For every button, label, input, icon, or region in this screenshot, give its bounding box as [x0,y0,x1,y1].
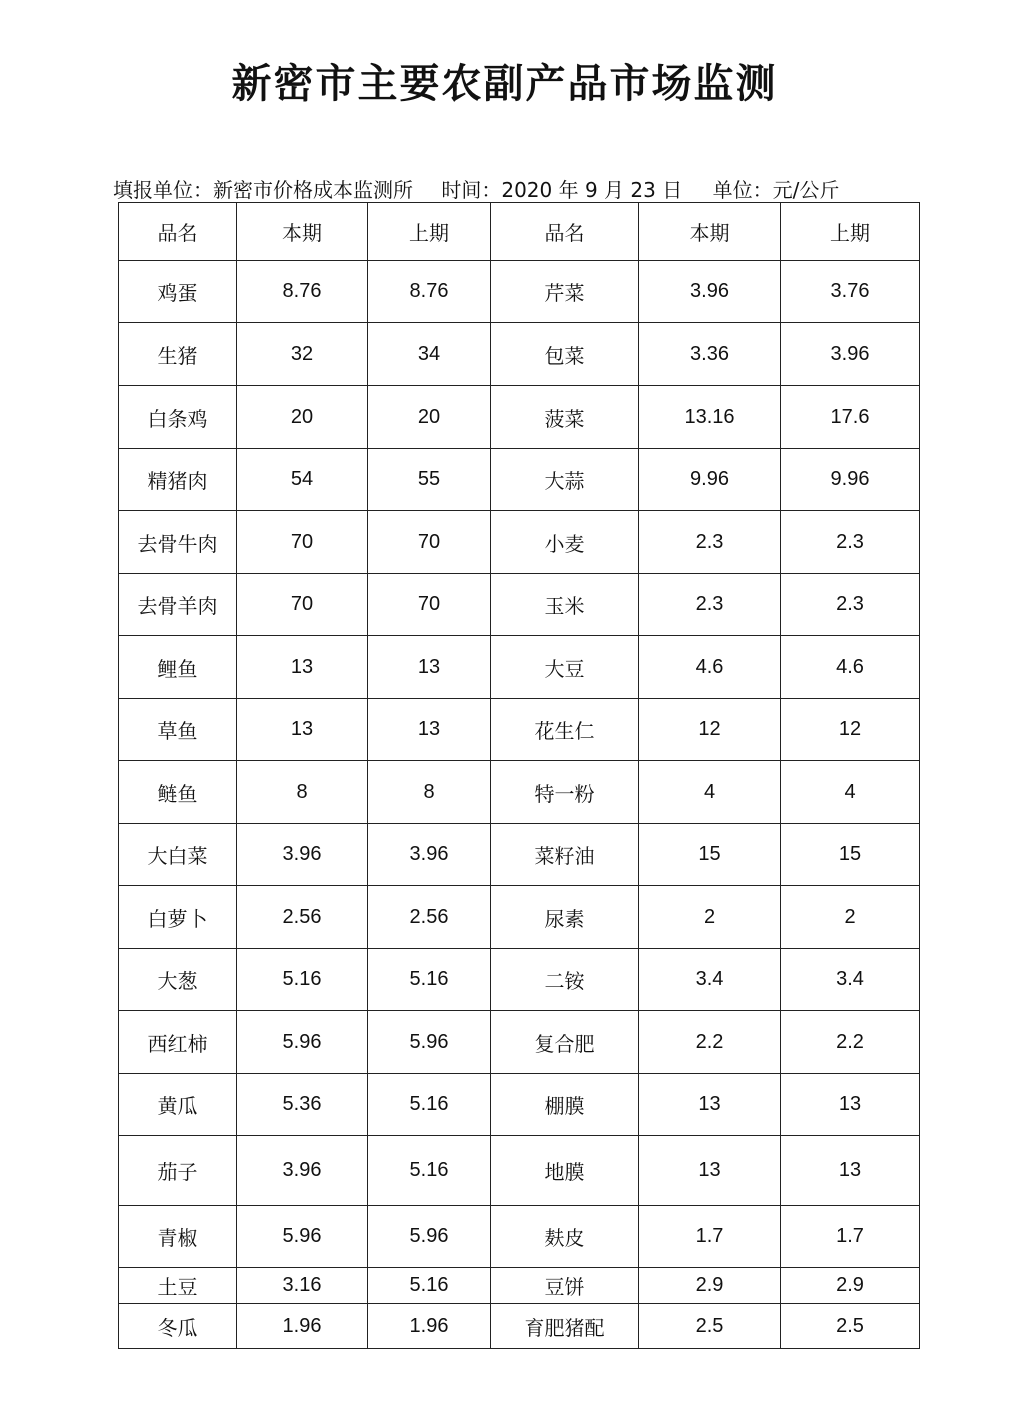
header-name-left: 品名 [119,203,237,261]
report-meta [113,174,921,203]
previous-price-cell: 13 [368,699,491,761]
table-row [119,949,920,1011]
current-price-cell: 8.76 [237,261,368,323]
product-name-cell: 芹菜 [491,261,639,323]
previous-price-cell: 2.2 [781,1011,920,1074]
table-row [119,511,920,574]
previous-price-cell: 2.9 [781,1268,920,1304]
product-name-cell: 菜籽油 [491,824,639,886]
report-date: 时间：2020 年 9 月 23 日 [441,178,683,202]
header-previous-left: 上期 [368,203,491,261]
product-name-cell: 花生仁 [491,699,639,761]
product-name-cell: 尿素 [491,886,639,949]
previous-price-cell: 3.4 [781,949,920,1011]
header-previous-right: 上期 [781,203,920,261]
product-name-cell: 黄瓜 [119,1074,237,1136]
previous-price-cell: 2.3 [781,511,920,574]
previous-price-cell: 4.6 [781,636,920,699]
product-name-cell: 草鱼 [119,699,237,761]
product-name-cell: 生猪 [119,323,237,386]
current-price-cell: 20 [237,386,368,449]
current-price-cell: 2.3 [639,511,781,574]
previous-price-cell: 70 [368,574,491,636]
previous-price-cell: 5.16 [368,1268,491,1304]
table-row [119,1304,920,1349]
product-name-cell: 去骨牛肉 [119,511,237,574]
current-price-cell: 1.7 [639,1206,781,1268]
current-price-cell: 70 [237,511,368,574]
current-price-cell: 13 [639,1136,781,1206]
previous-price-cell: 8 [368,761,491,824]
header-current-left: 本期 [237,203,368,261]
product-name-cell: 大白菜 [119,824,237,886]
current-price-cell: 3.36 [639,323,781,386]
product-name-cell: 麸皮 [491,1206,639,1268]
current-price-cell: 9.96 [639,449,781,511]
previous-price-cell: 9.96 [781,449,920,511]
product-name-cell: 复合肥 [491,1011,639,1074]
product-name-cell: 地膜 [491,1136,639,1206]
current-price-cell: 70 [237,574,368,636]
table-row [119,261,920,323]
previous-price-cell: 13 [781,1074,920,1136]
table-row [119,574,920,636]
current-price-cell: 5.96 [237,1206,368,1268]
table-row [119,886,920,949]
header-name-right: 品名 [491,203,639,261]
current-price-cell: 3.16 [237,1268,368,1304]
header-current-right: 本期 [639,203,781,261]
current-price-cell: 1.96 [237,1304,368,1349]
price-table-body [119,203,920,1349]
table-row [119,824,920,886]
current-price-cell: 3.96 [237,824,368,886]
current-price-cell: 5.36 [237,1074,368,1136]
product-name-cell: 特一粉 [491,761,639,824]
table-row [119,1011,920,1074]
previous-price-cell: 4 [781,761,920,824]
product-name-cell: 小麦 [491,511,639,574]
previous-price-cell: 15 [781,824,920,886]
current-price-cell: 2.5 [639,1304,781,1349]
previous-price-cell: 8.76 [368,261,491,323]
current-price-cell: 8 [237,761,368,824]
previous-price-cell: 12 [781,699,920,761]
table-row [119,761,920,824]
current-price-cell: 2 [639,886,781,949]
product-name-cell: 土豆 [119,1268,237,1304]
table-row [119,1268,920,1304]
previous-price-cell: 17.6 [781,386,920,449]
product-name-cell: 鲤鱼 [119,636,237,699]
product-name-cell: 鸡蛋 [119,261,237,323]
previous-price-cell: 70 [368,511,491,574]
current-price-cell: 13 [237,699,368,761]
previous-price-cell: 5.96 [368,1011,491,1074]
previous-price-cell: 13 [781,1136,920,1206]
previous-price-cell: 3.96 [781,323,920,386]
previous-price-cell: 5.16 [368,1136,491,1206]
current-price-cell: 54 [237,449,368,511]
table-row [119,699,920,761]
product-name-cell: 二铵 [491,949,639,1011]
current-price-cell: 5.96 [237,1011,368,1074]
product-name-cell: 大葱 [119,949,237,1011]
reporting-unit: 填报单位：新密市价格成本监测所 [113,178,413,202]
current-price-cell: 5.16 [237,949,368,1011]
previous-price-cell: 20 [368,386,491,449]
current-price-cell: 4.6 [639,636,781,699]
header-row [119,203,920,261]
current-price-cell: 15 [639,824,781,886]
previous-price-cell: 2.3 [781,574,920,636]
current-price-cell: 2.56 [237,886,368,949]
current-price-cell: 3.4 [639,949,781,1011]
product-name-cell: 精猪肉 [119,449,237,511]
price-table [118,202,920,1349]
current-price-cell: 12 [639,699,781,761]
product-name-cell: 包菜 [491,323,639,386]
current-price-cell: 13 [639,1074,781,1136]
table-row [119,323,920,386]
table-row [119,386,920,449]
previous-price-cell: 3.76 [781,261,920,323]
current-price-cell: 3.96 [639,261,781,323]
previous-price-cell: 13 [368,636,491,699]
product-name-cell: 白萝卜 [119,886,237,949]
current-price-cell: 4 [639,761,781,824]
product-name-cell: 去骨羊肉 [119,574,237,636]
previous-price-cell: 5.16 [368,949,491,1011]
product-name-cell: 白条鸡 [119,386,237,449]
previous-price-cell: 3.96 [368,824,491,886]
product-name-cell: 冬瓜 [119,1304,237,1349]
previous-price-cell: 2.5 [781,1304,920,1349]
previous-price-cell: 34 [368,323,491,386]
product-name-cell: 菠菜 [491,386,639,449]
product-name-cell: 大豆 [491,636,639,699]
table-row [119,1136,920,1206]
product-name-cell: 鲢鱼 [119,761,237,824]
previous-price-cell: 5.16 [368,1074,491,1136]
previous-price-cell: 5.96 [368,1206,491,1268]
product-name-cell: 大蒜 [491,449,639,511]
product-name-cell: 棚膜 [491,1074,639,1136]
table-row [119,449,920,511]
table-row [119,1206,920,1268]
product-name-cell: 育肥猪配 [491,1304,639,1349]
product-name-cell: 青椒 [119,1206,237,1268]
table-row [119,636,920,699]
previous-price-cell: 2.56 [368,886,491,949]
current-price-cell: 3.96 [237,1136,368,1206]
previous-price-cell: 1.7 [781,1206,920,1268]
current-price-cell: 13 [237,636,368,699]
price-unit: 单位：元/公斤 [712,178,840,202]
current-price-cell: 13.16 [639,386,781,449]
current-price-cell: 32 [237,323,368,386]
current-price-cell: 2.2 [639,1011,781,1074]
previous-price-cell: 1.96 [368,1304,491,1349]
page-title: 新密市主要农副产品市场监测 [231,61,778,107]
current-price-cell: 2.9 [639,1268,781,1304]
product-name-cell: 西红柿 [119,1011,237,1074]
previous-price-cell: 2 [781,886,920,949]
table-row [119,1074,920,1136]
current-price-cell: 2.3 [639,574,781,636]
product-name-cell: 豆饼 [491,1268,639,1304]
previous-price-cell: 55 [368,449,491,511]
product-name-cell: 玉米 [491,574,639,636]
product-name-cell: 茄子 [119,1136,237,1206]
